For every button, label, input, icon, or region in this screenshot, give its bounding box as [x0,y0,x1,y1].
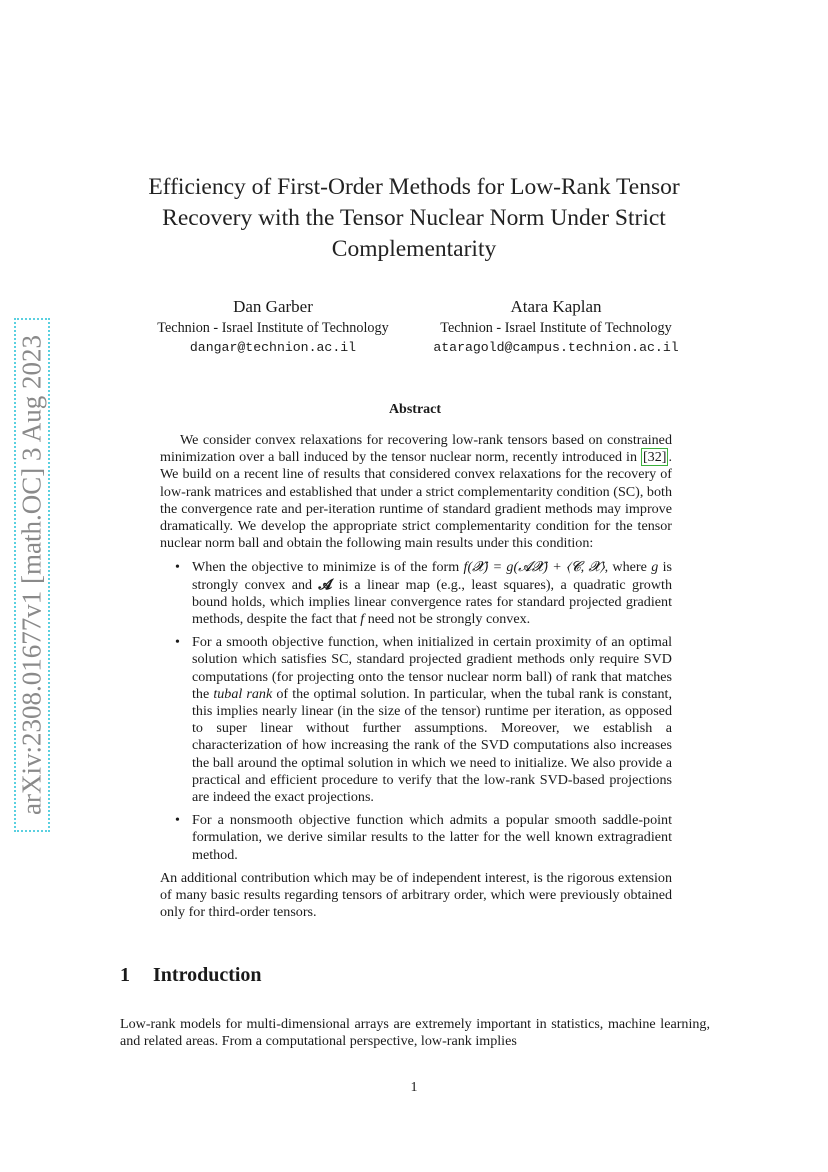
list-item: • For a smooth objective function, when initialized in certain proximity of an optimal solution which satisfies SC, standard projected gradient methods only require SVD computations (for projecting onto the tensor nuclear norm ball) of rank that matches the tubal rank of the optimal solution. In particular, when the tubal rank is constant, this implies nearly linear (in the size of the tensor) runtime per iteration, as opposed to super linear without further assumptions. Moreover, we establish a characterization of how increasing the rank of the SVD computations also increases the ball around the optimal solution in which we need to initialize. We also provide a practical and efficient procedure to verify that the low-rank SVD-based projections are indeed the exact projections. [175,634,672,806]
bullet-icon: • [175,812,180,829]
arxiv-stamp [14,318,50,832]
objective-formula: f(𝓧) = g(𝓐𝓧) + ⟨𝓒, 𝓧⟩ [463,559,605,576]
author-affiliation: Technion - Israel Institute of Technology [440,320,672,336]
results-list [160,559,672,863]
arxiv-id: arXiv:2308.01677v1 [math.OC] 3 Aug 2023 [16,335,47,815]
page-number: 1 [410,1080,418,1095]
citation-link[interactable]: [32] [642,449,667,466]
author-block-2 [420,296,692,358]
bullet-icon: • [175,634,180,651]
author-affiliation: Technion - Israel Institute of Technology [157,320,389,336]
bullet-icon: • [175,559,180,576]
abstract-closing-paragraph: An additional contribution which may be of independent interest, is the rigorous extension of many basic results regarding tensors of arbitrary order, which were previously obtained only for third-order tensors. [160,869,672,921]
list-item: • When the objective to minimize is of the form f(𝓧) = g(𝓐𝓧) + ⟨𝓒, 𝓧⟩, where g is strongly convex and 𝓐 is a linear map (e.g., least squares), a quadratic growth bound holds, which implies linear convergence rates for standard projected gradient methods, despite the fact that f need not be strongly convex. [175,559,672,628]
abstract-lead-paragraph: We consider convex relaxations for recovering low-rank tensors based on constrained minimization over a ball induced by the tensor nuclear norm, recently introduced in [32] . We build on a recent line of results that considered convex relaxations for the recovery of low-rank matrices and established that under a strict complementarity condition (SC), both the convergence rate and per-iteration runtime of standard gradient methods may improve dramatically. We develop the appropriate strict complementarity condition for the tensor nuclear norm ball and obtain the following main results under this condition: [160,432,672,552]
section-heading [120,964,262,987]
section-title: Introduction [153,964,262,986]
author-name: Atara Kaplan [510,297,602,316]
abstract-body [160,432,672,921]
author-block-1 [136,296,410,358]
abstract-heading: Abstract [388,402,442,417]
paper-title: Efficiency of First-Order Methods for Low-Rank Tensor Recovery with the Tensor Nuclear Norm Under Strict Complementarity [148,174,680,262]
list-item: • For a nonsmooth objective function which admits a popular smooth saddle-point formulation, we derive similar results to the latter for the well known extragradient method. [175,812,672,863]
author-name: Dan Garber [233,297,313,316]
author-email: ataragold@campus.technion.ac.il [433,340,679,355]
section-number: 1 [120,964,130,986]
intro-paragraph: Low-rank models for multi-dimensional arrays are extremely important in statistics, machine learning, and related areas. From a computational perspective, low-rank implies [120,1016,710,1050]
author-email: dangar@technion.ac.il [189,340,357,355]
